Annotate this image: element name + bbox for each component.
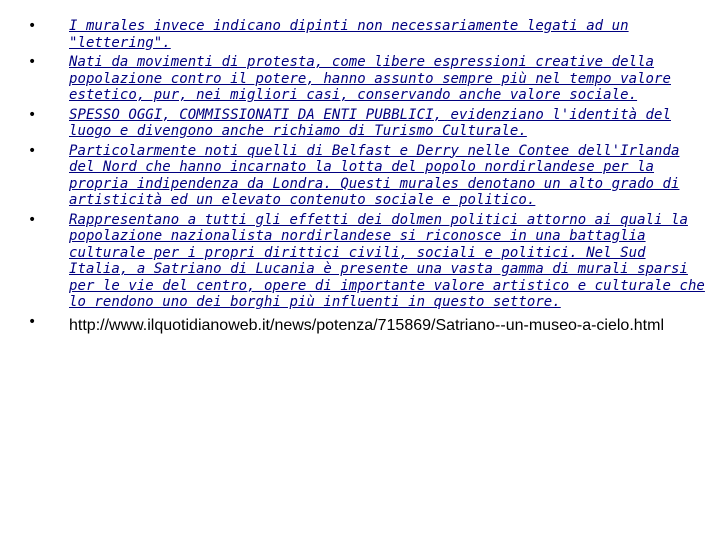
list-item <box>28 143 708 209</box>
belfast-derry-link[interactable]: Particolarmente noti quelli di Belfast e Derry nelle Contee dell'Irlanda del Nord che hanno incarnato la lotta del popolo nordirlandese per la propria indipendenza da Londra. Questi murales denotano un alto grado di artisticità ed un elevato contenuto sociale e politico. <box>69 142 680 208</box>
bullet-icon: • <box>28 142 37 159</box>
protest-origins-link[interactable]: Nati da movimenti di protesta, come libere espressioni creative della popolazione contro il potere, hanno assunto sempre più nel tempo valore estetico, pur, nei migliori casi, conservando anche valore sociale. <box>69 54 671 103</box>
political-dolmen-link[interactable]: Rappresentano a tutti gli effetti dei dolmen politici attorno ai quali la popolazione nazionalista nordirlandese si riconosce in una battaglia culturale per i propri dirittici civili, sociali e politici. Nel Sud Italia, a Satriano di Lucania è presente una vasta gamma di murali sparsi per le vie del centro, opere di importante valore artistico e culturale che lo rendono uno dei borghi più influenti in questo settore. <box>69 211 705 310</box>
list-item <box>28 18 708 51</box>
list-item <box>28 314 708 335</box>
murales-definition-link[interactable]: I murales invece indicano dipinti non necessariamente legati ad un "lettering". <box>69 18 629 51</box>
public-commission-link[interactable]: SPESSO OGGI, COMMISSIONATI DA ENTI PUBBLICI, evidenziano l'identità del luogo e divengono anche richiamo di Turismo Culturale. <box>69 106 671 139</box>
list-item <box>28 54 708 104</box>
bullet-icon: • <box>28 106 37 123</box>
list-item <box>28 212 708 311</box>
bullet-icon: • <box>28 54 37 70</box>
source-url: http://www.ilquotidianoweb.it/news/potenza/715869/Satriano--un-museo-a-cielo.html <box>69 316 664 334</box>
bullet-icon: • <box>28 313 37 330</box>
bullet-list <box>28 18 708 338</box>
bullet-icon: • <box>28 211 37 228</box>
list-item <box>28 107 708 140</box>
bullet-icon: • <box>28 18 37 34</box>
